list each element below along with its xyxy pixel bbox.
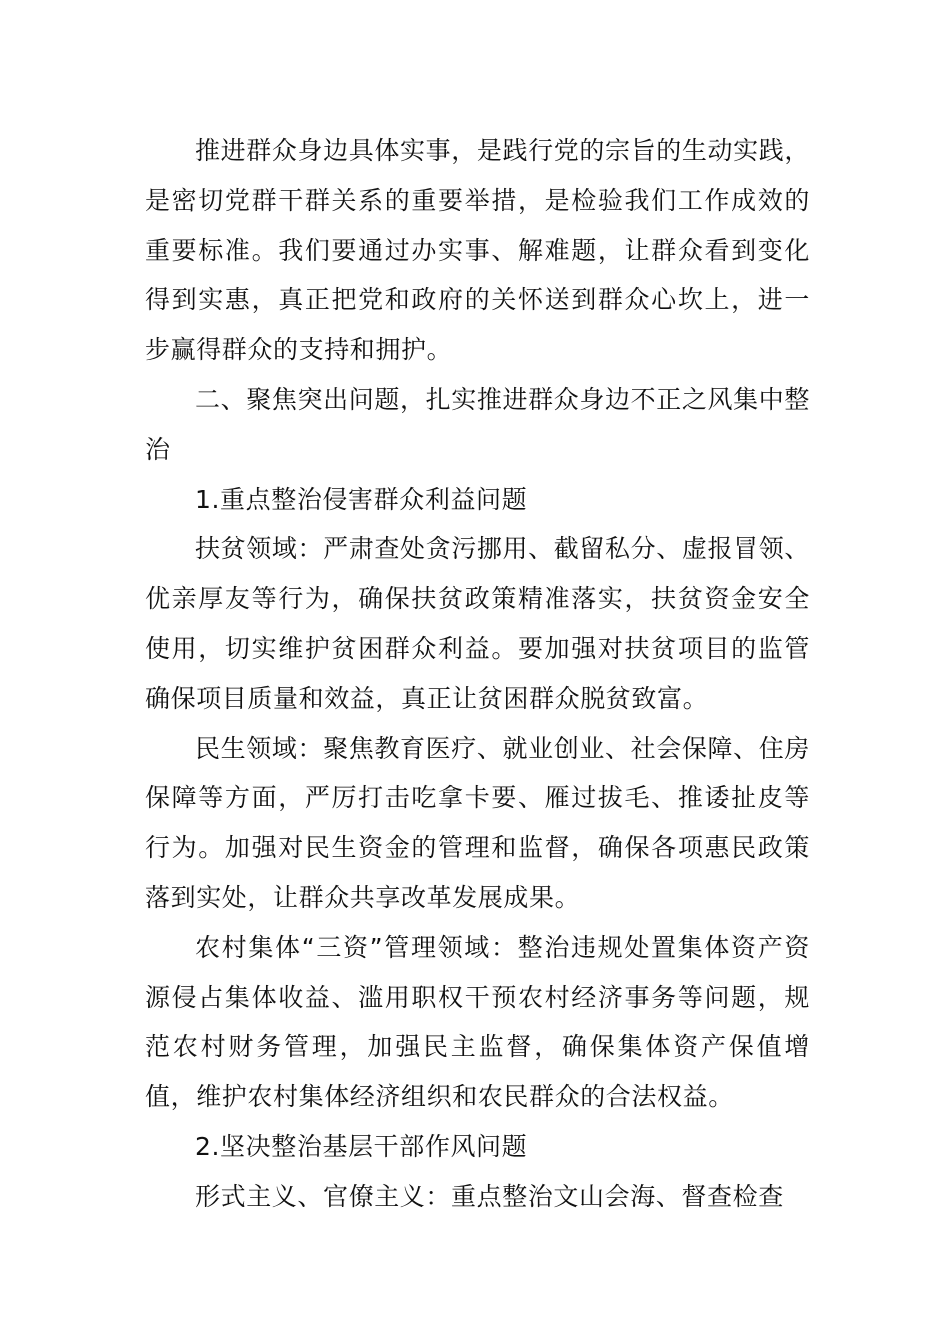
paragraph-formalism: 形式主义、官僚主义：重点整治文山会海、督查检查 xyxy=(195,1181,784,1211)
subheading-1: 1.重点整治侵害群众利益问题 xyxy=(195,484,528,514)
paragraph-rural-assets: 农村集体“三资”管理领域：整治违规处置集体资产资源侵占集体收益、滥用职权干预农村经济事务等问题，规范农村财务管理，加强民主监督，确保集体资产保值增值，维护农村集体经济组织和农民群众的合法权益。 xyxy=(145,932,810,1112)
paragraph-poverty: 扶贫领域：严肃查处贪污挪用、截留私分、虚报冒领、优亲厚友等行为，确保扶贫政策精准落实，扶贫资金安全使用，切实维护贫困群众利益。要加强对扶贫项目的监管确保项目质量和效益，真正让贫困群众脱贫致富。 xyxy=(145,534,810,713)
section-heading-2: 二、聚焦突出问题，扎实推进群众身边不正之风集中整治 xyxy=(145,384,810,464)
paragraph-livelihood: 民生领域：聚焦教育医疗、就业创业、社会保障、住房保障等方面，严厉打击吃拿卡要、雁过拔毛、推诿扯皮等行为。加强对民生资金的管理和监督，确保各项惠民政策落到实处，让群众共享改革发展成果。 xyxy=(145,733,810,912)
subheading-2: 2.坚决整治基层干部作风问题 xyxy=(195,1131,528,1161)
paragraph-intro: 推进群众身边具体实事，是践行党的宗旨的生动实践，是密切党群干群关系的重要举措，是检验我们工作成效的重要标准。我们要通过办实事、解难题，让群众看到变化得到实惠，真正把党和政府的关怀送到群众心坎上，进一步赢得群众的支持和拥护。 xyxy=(145,136,810,365)
document-body xyxy=(145,126,810,1222)
